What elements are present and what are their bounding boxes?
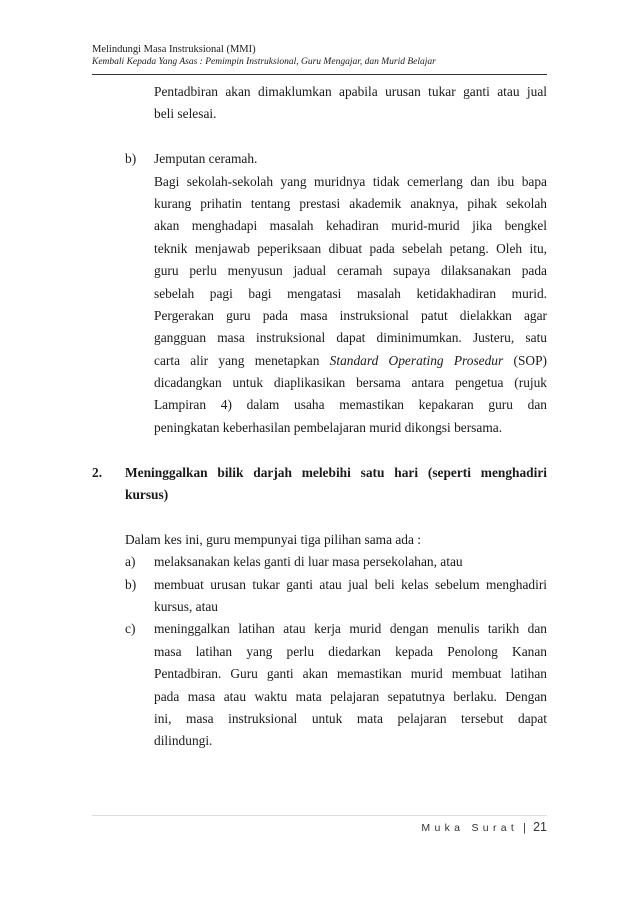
paragraph-line: Pergerakan guru pada masa instruksional patut dielakkan agar xyxy=(154,307,547,323)
list-item-heading: Jemputan ceramah. xyxy=(154,151,258,167)
list-label: b) xyxy=(125,576,137,592)
paragraph-line: akan menghadapi masalah kehadiran murid-murid jika bengkel xyxy=(154,218,547,234)
section-number: 2. xyxy=(92,464,103,480)
page-number: 21 xyxy=(533,820,547,834)
paragraph-line: Pentadbiran akan dimaklumkan apabila urusan tukar ganti atau jual xyxy=(154,84,547,99)
list-label: a) xyxy=(125,554,136,570)
footer-label: Muka Surat xyxy=(421,822,519,834)
footer-separator: | xyxy=(523,822,527,834)
list-item-b-heading xyxy=(92,148,547,170)
section-heading-line: Meninggalkan bilik darjah melebihi satu hari (seperti menghadiri xyxy=(125,464,547,480)
paragraph-line: Lampiran 4) dalam usaha memastikan kepakaran guru dan xyxy=(154,397,547,413)
option-text: pada masa atau waktu mata pelajaran sepatutnya berlaku. Dengan xyxy=(154,688,547,704)
document-body xyxy=(92,81,547,753)
option-a xyxy=(92,551,547,573)
page-footer xyxy=(421,820,547,834)
option-c xyxy=(92,618,547,640)
paragraph-line: gangguan masa instruksional dapat diminimumkan. Justeru, satu xyxy=(154,330,547,346)
paragraph-line: sebelah pagi bagi mengatasi masalah ketidakhadiran murid. xyxy=(154,285,547,301)
section-intro: Dalam kes ini, guru mempunyai tiga pilihan sama ada : xyxy=(125,531,422,547)
sop-term: Standard Operating Prosedur xyxy=(329,352,504,368)
section-2-heading xyxy=(92,462,547,484)
list-label: c) xyxy=(125,621,136,637)
option-b xyxy=(92,574,547,596)
option-text: meninggalkan latihan atau kerja murid dengan menulis tarikh dan xyxy=(154,621,547,637)
header-divider xyxy=(92,74,547,75)
option-text: ini, masa instruksional untuk mata pelajaran tersebut dapat xyxy=(154,710,547,726)
page-header xyxy=(92,43,547,69)
option-text: membuat urusan tukar ganti atau jual beli kelas sebelum menghadiri xyxy=(154,576,547,592)
header-subtitle: Kembali Kepada Yang Asas : Pemimpin Instruksional, Guru Mengajar, dan Murid Belajar xyxy=(92,57,436,67)
header-title: Melindungi Masa Instruksional (MMI) xyxy=(92,44,256,55)
option-text: dilindungi. xyxy=(154,733,213,749)
option-text: masa latihan yang perlu diedarkan kepada Penolong Kanan xyxy=(154,643,547,659)
paragraph-line: peningkatan keberhasilan pembelajaran murid dikongsi bersama. xyxy=(154,419,503,435)
option-text: melaksanakan kelas ganti di luar masa persekolahan, atau xyxy=(154,554,463,570)
paragraph-line: beli selesai. xyxy=(154,106,217,122)
section-heading-line: kursus) xyxy=(125,487,169,503)
list-label: b) xyxy=(125,151,137,167)
sop-line: carta alir yang menetapkan Standard Operating Prosedur (SOP) xyxy=(154,352,547,368)
option-text: kursus, atau xyxy=(154,598,218,614)
paragraph-line: kurang prihatin tentang prestasi akademik anaknya, pihak sekolah xyxy=(154,195,547,211)
footer-divider xyxy=(92,815,547,816)
option-text: Pentadbiran. Guru ganti akan memastikan murid membuat latihan xyxy=(154,666,547,682)
paragraph-line: guru perlu menyusun jadual ceramah supaya dilaksanakan pada xyxy=(154,263,547,279)
paragraph-line: teknik menjawab peperiksaan dibuat pada sebelah petang. Oleh itu, xyxy=(154,240,547,256)
paragraph-line: Bagi sekolah-sekolah yang muridnya tidak cemerlang dan ibu bapa xyxy=(154,173,547,189)
paragraph-line: dicadangkan untuk diaplikasikan bersama antara pengetua (rujuk xyxy=(154,375,547,391)
